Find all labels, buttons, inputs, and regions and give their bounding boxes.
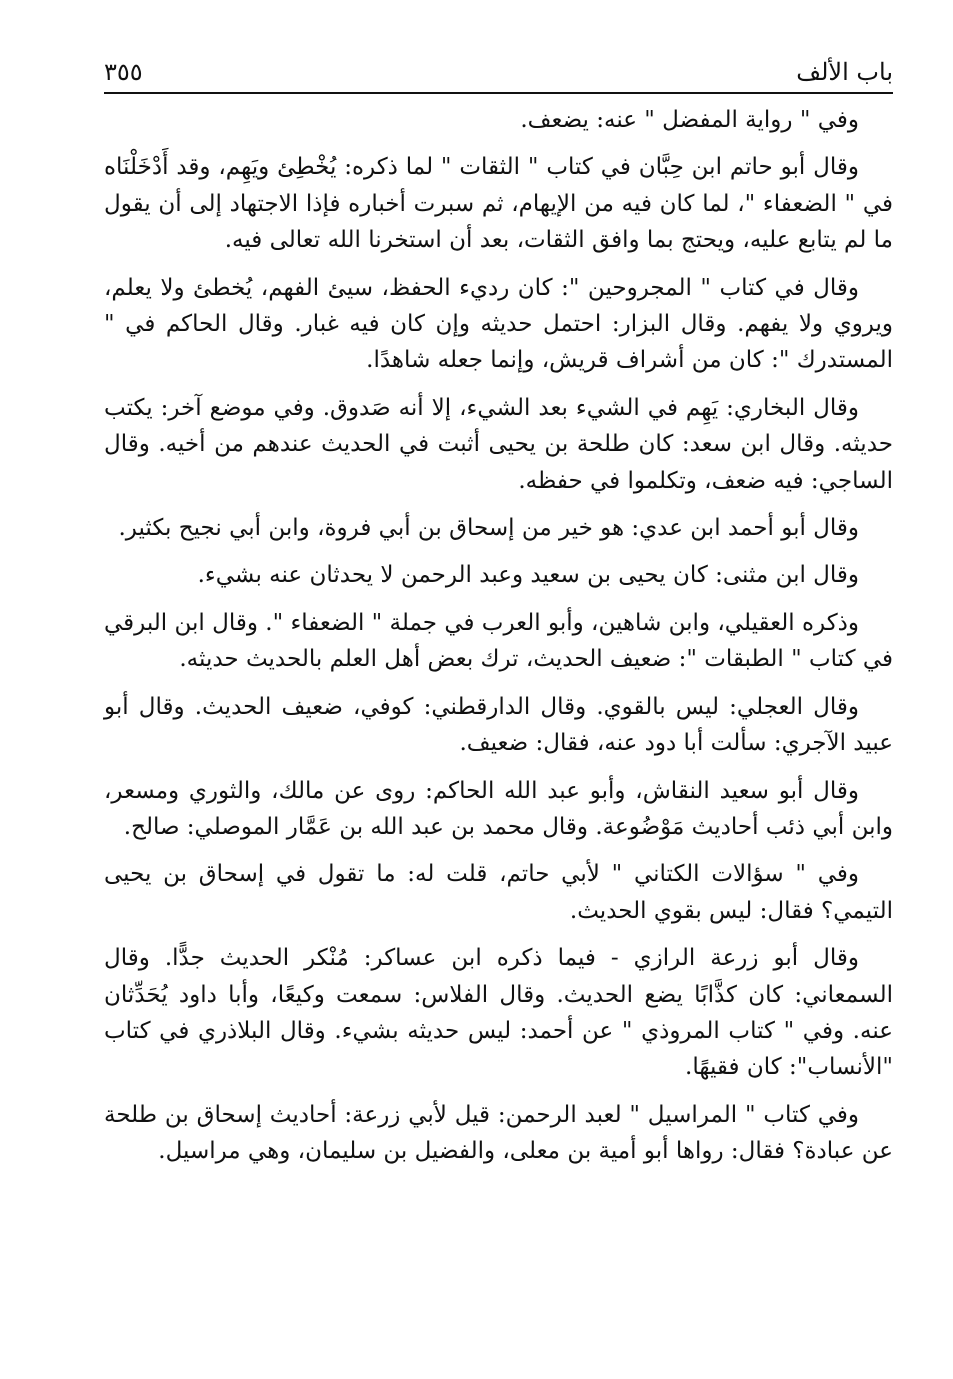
paragraph: وقال ابن مثنى: كان يحيى بن سعيد وعبد الرحمن لا يحدثان عنه بشيء. [197, 562, 859, 589]
page-header [104, 52, 893, 94]
paragraph: وفي كتاب " المراسيل " لعبد الرحمن: قيل لأبي زرعة: أحاديث إسحاق بن طلحة عن عبادة؟ فقال: رواها أبو أمية بن معلى، والفضيل بن سليمان، وهي مراسيل. [104, 1101, 893, 1165]
paragraph: وقال أبو سعيد النقاش، وأبو عبد الله الحاكم: روى عن مالك، والثوري ومسعر، وابن أبي ذئب أحاديث مَوْضُوعة. وقال محمد بن عبد الله بن عَمَّار الموصلي: صالح. [104, 777, 893, 840]
paragraph: وقال في كتاب " المجروحين ": كان رديء الحفظ، سيئ الفهم، يُخطئ ولا يعلم، ويروي ولا يفهم. وقال البزار: احتمل حديثه وإن كان فيه غبار. وقال الحاكم في " المستدرك ": كان من أشراف قريش، وإنما جعله شاهدًا. [104, 274, 893, 374]
paragraph: وقال أبو أحمد ابن عدي: هو خير من إسحاق بن أبي فروة، وابن أبي نجيح بكثير. [118, 515, 859, 542]
page-number: ٣٥٥ [104, 58, 143, 86]
paragraph: وقال أبو زرعة الرازي - فيما ذكره ابن عساكر: مُنْكر الحديث جدًّا. وقال السمعاني: كان كذَّابًا يضع الحديث. وقال الفلاس: سمعت وكيعًا، وأبا داود يُحَدِّثان عنه. وفي " كتاب المروذي " عن أحمد: ليس حديثه بشيء. وقال البلاذري في كتاب "الأنساب": كان فقيهًا. [104, 945, 893, 1081]
paragraph: وذكره العقيلي، وابن شاهين، وأبو العرب في جملة " الضعفاء ". وقال ابن البرقي في كتاب " الطبقات ": ضعيف الحديث، ترك بعض أهل العلم بالحديث حديثه. [104, 609, 893, 673]
paragraph: وقال العجلي: ليس بالقوي. وقال الدارقطني: كوفي، ضعيف الحديث. وقال أبو عبيد الآجري: سألت أبا دود عنه، فقال: ضعيف. [104, 693, 893, 757]
paragraph: وفي " رواية المفضل " عنه: يضعف. [520, 107, 859, 133]
paragraph: وفي " سؤالات الكتاني " لأبي حاتم، قلت له: ما تقول في إسحاق بن يحيى التيمي؟ فقال: ليس بقوي الحديث. [104, 861, 893, 924]
chapter-title: باب الألف [796, 58, 893, 86]
page-body [104, 102, 893, 1181]
paragraph: وقال البخاري: يَهِم في الشيء بعد الشيء، إلا أنه صَدوق. وفي موضع آخر: يكتب حديثه. وقال ابن سعد: كان طلحة بن يحيى أثبت في الحديث عندهم من أخيه. وقال الساجي: فيه ضعف، وتكلموا في حفظه. [104, 394, 893, 494]
paragraph: وقال أبو حاتم ابن حِبَّان في كتاب " الثقات " لما ذكره: يُخْطِئ ويَهِم، وقد أَدْخَلْنَاه في " الضعفاء "، لما كان فيه من الإيهام، ثم سبرت أخباره فإذا الاجتهاد إلى أن يقول ما لم يتابع عليه، ويحتج بما وافق الثقات، بعد أن استخرنا الله تعالى فيه. [104, 154, 893, 254]
